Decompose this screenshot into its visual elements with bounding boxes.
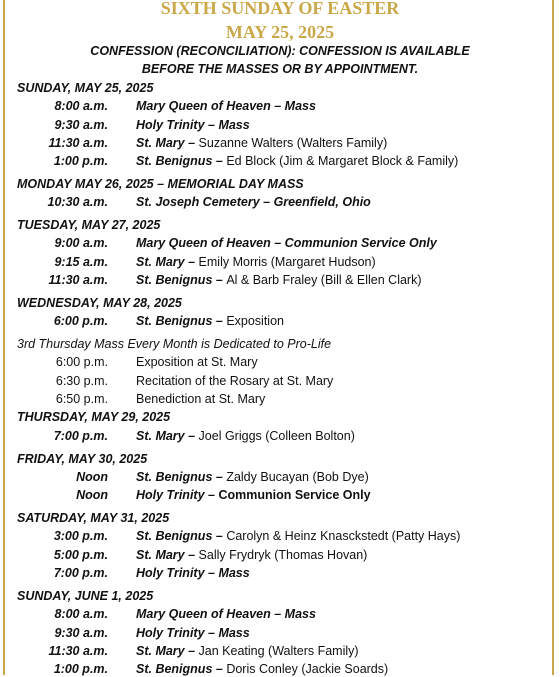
separator: – [184,429,199,443]
separator: – [204,488,219,502]
separator: – [184,644,199,658]
event-time: 9:30 a.m. [54,626,108,640]
event-note: Doris Conley (Jackie Soards) [226,662,389,676]
event-detail: Benediction at St. Mary [136,392,266,406]
event-note: Suzanne Walters (Walters Family) [198,136,388,150]
event-note: Communion Service Only [218,488,371,502]
event-location: Holy Trinity [136,488,205,502]
event-note: Greenfield, Ohio [273,195,371,209]
confession-notice-line1: CONFESSION (RECONCILIATION): CONFESSION IS AVAILABLE [90,44,470,58]
event-time: 3:00 p.m. [53,529,108,543]
event-time: 6:50 p.m. [55,392,108,406]
event-location: Mary Queen of Heaven [136,607,271,621]
separator: – [212,470,227,484]
event-detail [136,194,371,210]
page-title: SIXTH SUNDAY OF EASTER [160,0,400,18]
separator: – [259,195,274,209]
event-note: Mass [284,607,316,621]
separator: – [204,118,219,132]
event-location: Holy Trinity [136,118,205,132]
event-note: Emily Morris (Margaret Hudson) [198,255,376,269]
event-note: Ed Block (Jim & Margaret Block & Family) [226,154,459,168]
separator: – [270,99,285,113]
event-time: 7:00 p.m. [53,429,108,443]
event-note: Sally Frydryk (Thomas Hovan) [198,548,368,562]
event-location: St. Joseph Cemetery [136,195,260,209]
event-note: Zaldy Bucayan (Bob Dye) [226,470,369,484]
event-location: Mary Queen of Heaven [136,99,271,113]
event-location: St. Benignus [136,314,213,328]
event-time: 7:00 p.m. [53,566,108,580]
event-time: 1:00 p.m. [53,154,108,168]
pro-life-heading: 3rd Thursday Mass Every Month is Dedicated to Pro-Life [17,337,332,351]
event-time: 6:00 p.m. [55,355,108,369]
event-detail: Exposition at St. Mary [136,355,258,369]
event-location: St. Mary [136,644,185,658]
separator: – [212,273,227,287]
event-time: Noon [76,470,108,484]
event-time: 6:00 p.m. [53,314,108,328]
separator: – [212,314,227,328]
separator: – [204,566,219,580]
event-location: St. Mary [136,429,185,443]
separator: – [270,607,285,621]
event-detail [136,235,437,251]
event-location: St. Benignus [136,529,213,543]
event-detail: Recitation of the Rosary at St. Mary [136,374,334,388]
separator: – [212,529,227,543]
event-note: Communion Service Only [284,236,437,250]
event-detail [136,565,250,581]
event-location: St. Benignus [136,662,213,676]
day-heading-tuesday-may-27: TUESDAY, MAY 27, 2025 [17,218,161,232]
event-time: 1:00 p.m. [53,662,108,676]
separator: – [184,548,199,562]
event-detail [136,117,250,133]
event-detail [136,428,355,444]
day-heading-wednesday-may-28: WEDNESDAY, MAY 28, 2025 [17,296,182,310]
separator: – [212,662,227,676]
event-detail [136,135,387,151]
event-detail [136,487,371,503]
day-heading-thursday-may-29: THURSDAY, MAY 29, 2025 [17,410,171,424]
event-time: 11:30 a.m. [48,644,108,658]
event-detail [136,625,250,641]
event-time: 9:30 a.m. [54,118,108,132]
event-time: Noon [76,488,108,502]
separator: – [270,236,285,250]
event-location: St. Mary [136,548,185,562]
event-location: St. Benignus [136,154,213,168]
event-detail [136,547,367,563]
page-date: MAY 25, 2025 [225,22,335,42]
event-location: St. Mary [136,136,185,150]
event-note: Mass [284,99,316,113]
event-time: 8:00 a.m. [54,607,108,621]
event-location: Holy Trinity [136,566,205,580]
event-time: 9:15 a.m. [54,255,108,269]
event-note: Mass [218,626,250,640]
event-location: St. Benignus [136,470,213,484]
separator: – [184,255,199,269]
event-detail [136,254,376,270]
day-heading-sunday-may-25: SUNDAY, MAY 25, 2025 [17,81,154,95]
day-heading-monday-may-26: MONDAY MAY 26, 2025 – MEMORIAL DAY MASS [17,177,304,191]
event-note: Jan Keating (Walters Family) [198,644,359,658]
event-time: 9:00 a.m. [54,236,108,250]
event-detail [136,98,316,114]
event-detail [136,272,422,288]
event-time: 5:00 p.m. [53,548,108,562]
event-location: Holy Trinity [136,626,205,640]
event-note: Mass [218,566,250,580]
event-time: 6:30 p.m. [55,374,108,388]
confession-notice-line2: BEFORE THE MASSES OR BY APPOINTMENT. [141,62,419,76]
day-heading-friday-may-30: FRIDAY, MAY 30, 2025 [17,452,148,466]
day-heading-saturday-may-31: SATURDAY, MAY 31, 2025 [17,511,170,525]
separator: – [184,136,199,150]
event-note: Joel Griggs (Colleen Bolton) [198,429,355,443]
separator: – [212,154,227,168]
event-time: 10:30 a.m. [47,195,108,209]
event-detail [136,469,369,485]
day-heading-sunday-june-1: SUNDAY, JUNE 1, 2025 [17,589,154,603]
event-detail [136,606,316,622]
event-note: Exposition [226,314,284,328]
event-note: Al & Barb Fraley (Bill & Ellen Clark) [226,273,422,287]
event-time: 11:30 a.m. [48,273,108,287]
separator: – [204,626,219,640]
event-detail [136,313,284,329]
event-detail [136,528,460,544]
event-time: 11:30 a.m. [48,136,108,150]
event-location: Mary Queen of Heaven [136,236,271,250]
event-detail [136,153,458,169]
event-location: St. Mary [136,255,185,269]
event-note: Carolyn & Heinz Knasckstedt (Patty Hays) [226,529,461,543]
event-time: 8:00 a.m. [54,99,108,113]
event-note: Mass [218,118,250,132]
event-location: St. Benignus [136,273,213,287]
event-detail [136,643,359,659]
